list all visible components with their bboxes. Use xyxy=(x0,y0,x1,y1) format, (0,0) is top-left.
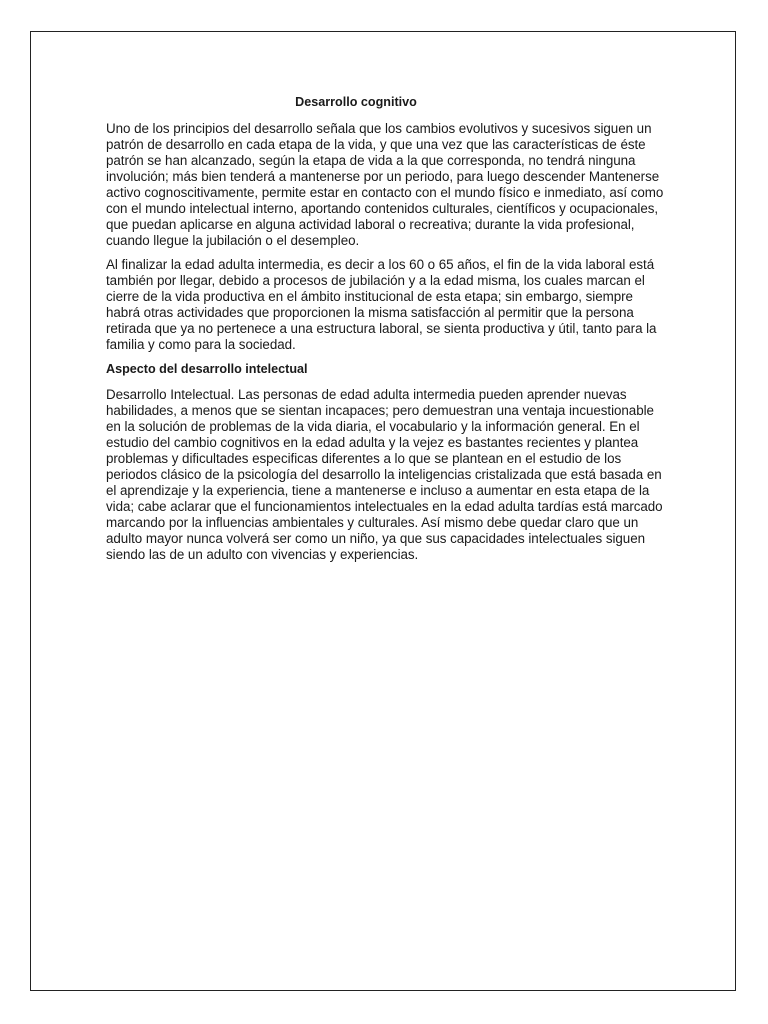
section-title: Aspecto del desarrollo intelectual xyxy=(106,362,308,376)
paragraph-principles: Uno de los principios del desarrollo señala que los cambios evolutivos y sucesivos siguen un patrón de desarrollo en cada etapa de la vida, y que una vez que las características de éste patrón se han alcanzado, según la etapa de vida a la que corresponda, no tendrá ninguna involución; más bien tenderá a mantenerse por un periodo, para luego descender Mantenerse activo cognoscitivamente, permite estar en contacto con el mundo físico e inmediato, así como con el mundo intelectual interno, aportando contenidos culturales, científicos y ocupacionales, que puedan aplicarse en alguna actividad laboral o recreativa; durante la vida profesional, cuando llegue la jubilación o el desempleo. xyxy=(106,121,664,248)
document-title: Desarrollo cognitivo xyxy=(295,95,417,109)
paragraph-adulthood: Al finalizar la edad adulta intermedia, es decir a los 60 o 65 años, el fin de la vida laboral está también por llegar, debido a procesos de jubilación y a la edad misma, los cuales marcan el cierre de la vida productiva en el ámbito institucional de esta etapa; sin embargo, siempre habrá otras actividades que proporcionen la misma satisfacción al permitir que la persona retirada que ya no pertenece a una estructura laboral, se sienta productiva y útil, tanto para la familia y como para la sociedad. xyxy=(106,257,657,352)
document-content xyxy=(106,94,666,571)
document-page xyxy=(30,31,736,991)
paragraph-intellectual: Desarrollo Intelectual. Las personas de edad adulta intermedia pueden aprender nuevas habilidades, a menos que se sientan incapaces; pero demuestran una ventaja incuestionable en la solución de problemas de la vida diaria, el vocabulario y la información general. En el estudio del cambio cognitivos en la edad adulta y la vejez es bastantes recientes y plantea problemas y dificultades especificas diferentes a lo que se plantean en el estudio de los periodos clásico de la psicología del desarrollo la inteligencias cristalizada que está basada en el aprendizaje y la experiencia, tiene a mantenerse e incluso a aumentar en esta etapa de la vida; cabe aclarar que el funcionamientos intelectuales en la edad adulta tardías está marcado marcando por la influencias ambientales y culturales. Así mismo debe quedar claro que un adulto mayor nunca volverá ser como un niño, ya que sus capacidades intelectuales siguen siendo las de un adulto con vivencias y experiencias. xyxy=(106,387,663,562)
